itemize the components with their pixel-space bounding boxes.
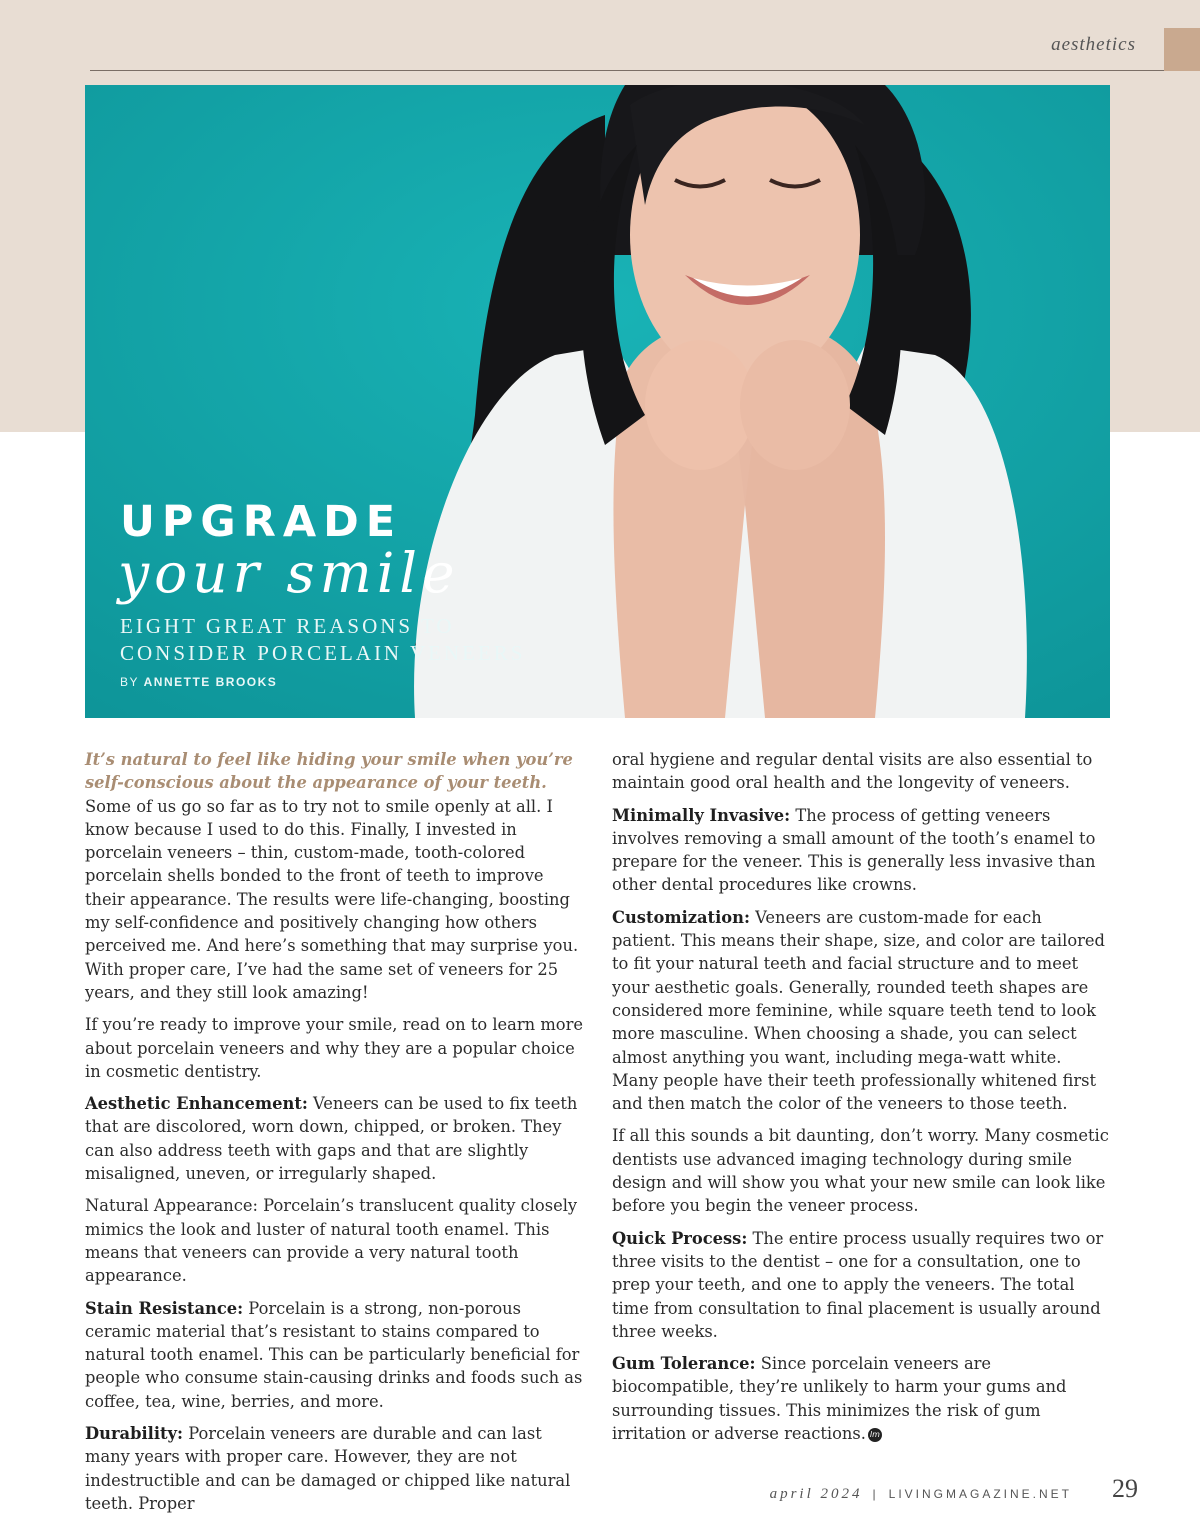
hero-script-title: your smile <box>118 541 460 605</box>
site-url[interactable]: LIVINGMAGAZINE.NET <box>888 1487 1072 1501</box>
section-tab <box>1164 28 1200 71</box>
reason-text: If all this sounds a bit daunting, don’t worry. Many cosmetic dentists use advanced imaging technology during smile design and will show you what your new smile can look like before you begin the veneer process. <box>612 1126 1109 1216</box>
reason-term: Durability: <box>85 1424 184 1444</box>
reason-text: Porcelain is a strong, non-porous ceramic material that’s resistant to stains compared to natural tooth enamel. This can be particularly beneficial for people who consume stain-causing drinks and foods such as coffee, tea, wine, berries, and more. <box>85 1298 583 1411</box>
reason-natural <box>85 1194 583 1287</box>
hero-subtitle: EIGHT GREAT REASONS TO CONSIDER PORCELAIN VENEERS <box>120 614 526 665</box>
reason-text: Natural Appearance: Porcelain’s translucent quality closely mimics the look and luster of natural tooth enamel. This means that veneers can provide a very natural tooth appearance. <box>85 1196 578 1286</box>
article-column-right <box>612 748 1110 1454</box>
reason-text: Since porcelain veneers are biocompatible, they’re unlikely to harm your gums and surrounding tissues. This minimizes the risk of gum irritation or adverse reactions. <box>612 1354 1067 1444</box>
continuation-paragraph: oral hygiene and regular dental visits are also essential to maintain good oral health and the longevity of veneers. <box>612 750 1093 793</box>
issue-date: april 2024 <box>769 1486 863 1502</box>
intro-text: Some of us go so far as to try not to smile openly at all. I know because I used to do this. Finally, I invested in porcelain veneers – thin, custom-made, tooth-colored porcelain shells bonded to the front of teeth to improve their appearance. The results were life-changing, boosting my self-confidence and positively changing how others perceived me. And here’s something that may surprise you. With proper care, I’ve had the same set of veneers for 25 years, and they still look amazing! <box>85 796 579 1002</box>
paragraph <box>612 1124 1110 1217</box>
reason-aesthetic <box>85 1092 583 1185</box>
page-number: 29 <box>1112 1474 1138 1503</box>
intro-paragraph <box>85 748 583 1004</box>
header-rule <box>90 70 1164 71</box>
end-mark-icon: lm <box>868 1428 882 1442</box>
author-name: ANNETTE BROOKS <box>143 675 278 689</box>
reason-gum-tolerance <box>612 1352 1110 1445</box>
reason-text: The entire process usually requires two or three visits to the dentist – one for a consultation, one to prep your teeth, and one to apply the veneers. The total time from consultation to final placement is usually around three weeks. <box>612 1228 1104 1341</box>
reason-term: Aesthetic Enhancement: <box>85 1094 308 1114</box>
lede-text: It’s natural to feel like hiding your smile when you’re self-conscious about the appearance of your teeth. <box>85 750 573 793</box>
footer <box>770 1486 1072 1503</box>
reason-text: Veneers can be used to fix teeth that are discolored, worn down, chipped, or broken. They can also address teeth with gaps and that are slightly misaligned, uneven, or irregularly shaped. <box>85 1094 578 1184</box>
hero-title: UPGRADE <box>120 497 403 547</box>
hero-photo <box>85 85 1110 718</box>
reason-term: Minimally Invasive: <box>612 805 791 825</box>
byline-prefix: BY <box>120 675 139 689</box>
reason-term: Stain Resistance: <box>85 1298 244 1318</box>
reason-term: Quick Process: <box>612 1228 748 1248</box>
section-label: aesthetics <box>1051 34 1136 55</box>
paragraph: If you’re ready to improve your smile, read on to learn more about porcelain veneers and why they are a popular choice in cosmetic dentistry. <box>85 1015 583 1081</box>
byline <box>120 675 277 689</box>
article-column-left <box>85 748 583 1524</box>
reason-text: Veneers are custom-made for each patient. This means their shape, size, and color are tailored to fit your natural teeth and facial structure and to meet your aesthetic goals. Generally, rounded teeth shapes are considered more feminine, while square teeth tend to look more masculine. When choosing a shade, you can select almost anything you want, including mega-watt white. Many people have their teeth professionally whitened first and then match the color of the veneers to those teeth. <box>612 907 1105 1114</box>
reason-customization <box>612 906 1110 1116</box>
reason-durability <box>85 1422 583 1515</box>
reason-text: The process of getting veneers involves removing a small amount of the tooth’s enamel to prepare for the veneer. This is generally less invasive than other dental procedures like crowns. <box>612 805 1096 895</box>
footer-separator: | <box>872 1487 879 1501</box>
reason-term: Customization: <box>612 907 750 927</box>
reason-minimally-invasive <box>612 804 1110 897</box>
reason-stain <box>85 1297 583 1413</box>
reason-text: Porcelain veneers are durable and can last many years with proper care. However, they are not indestructible and can be damaged or chipped like natural teeth. Proper <box>85 1424 571 1513</box>
reason-quick-process <box>612 1227 1110 1343</box>
reason-term: Gum Tolerance: <box>612 1354 756 1374</box>
